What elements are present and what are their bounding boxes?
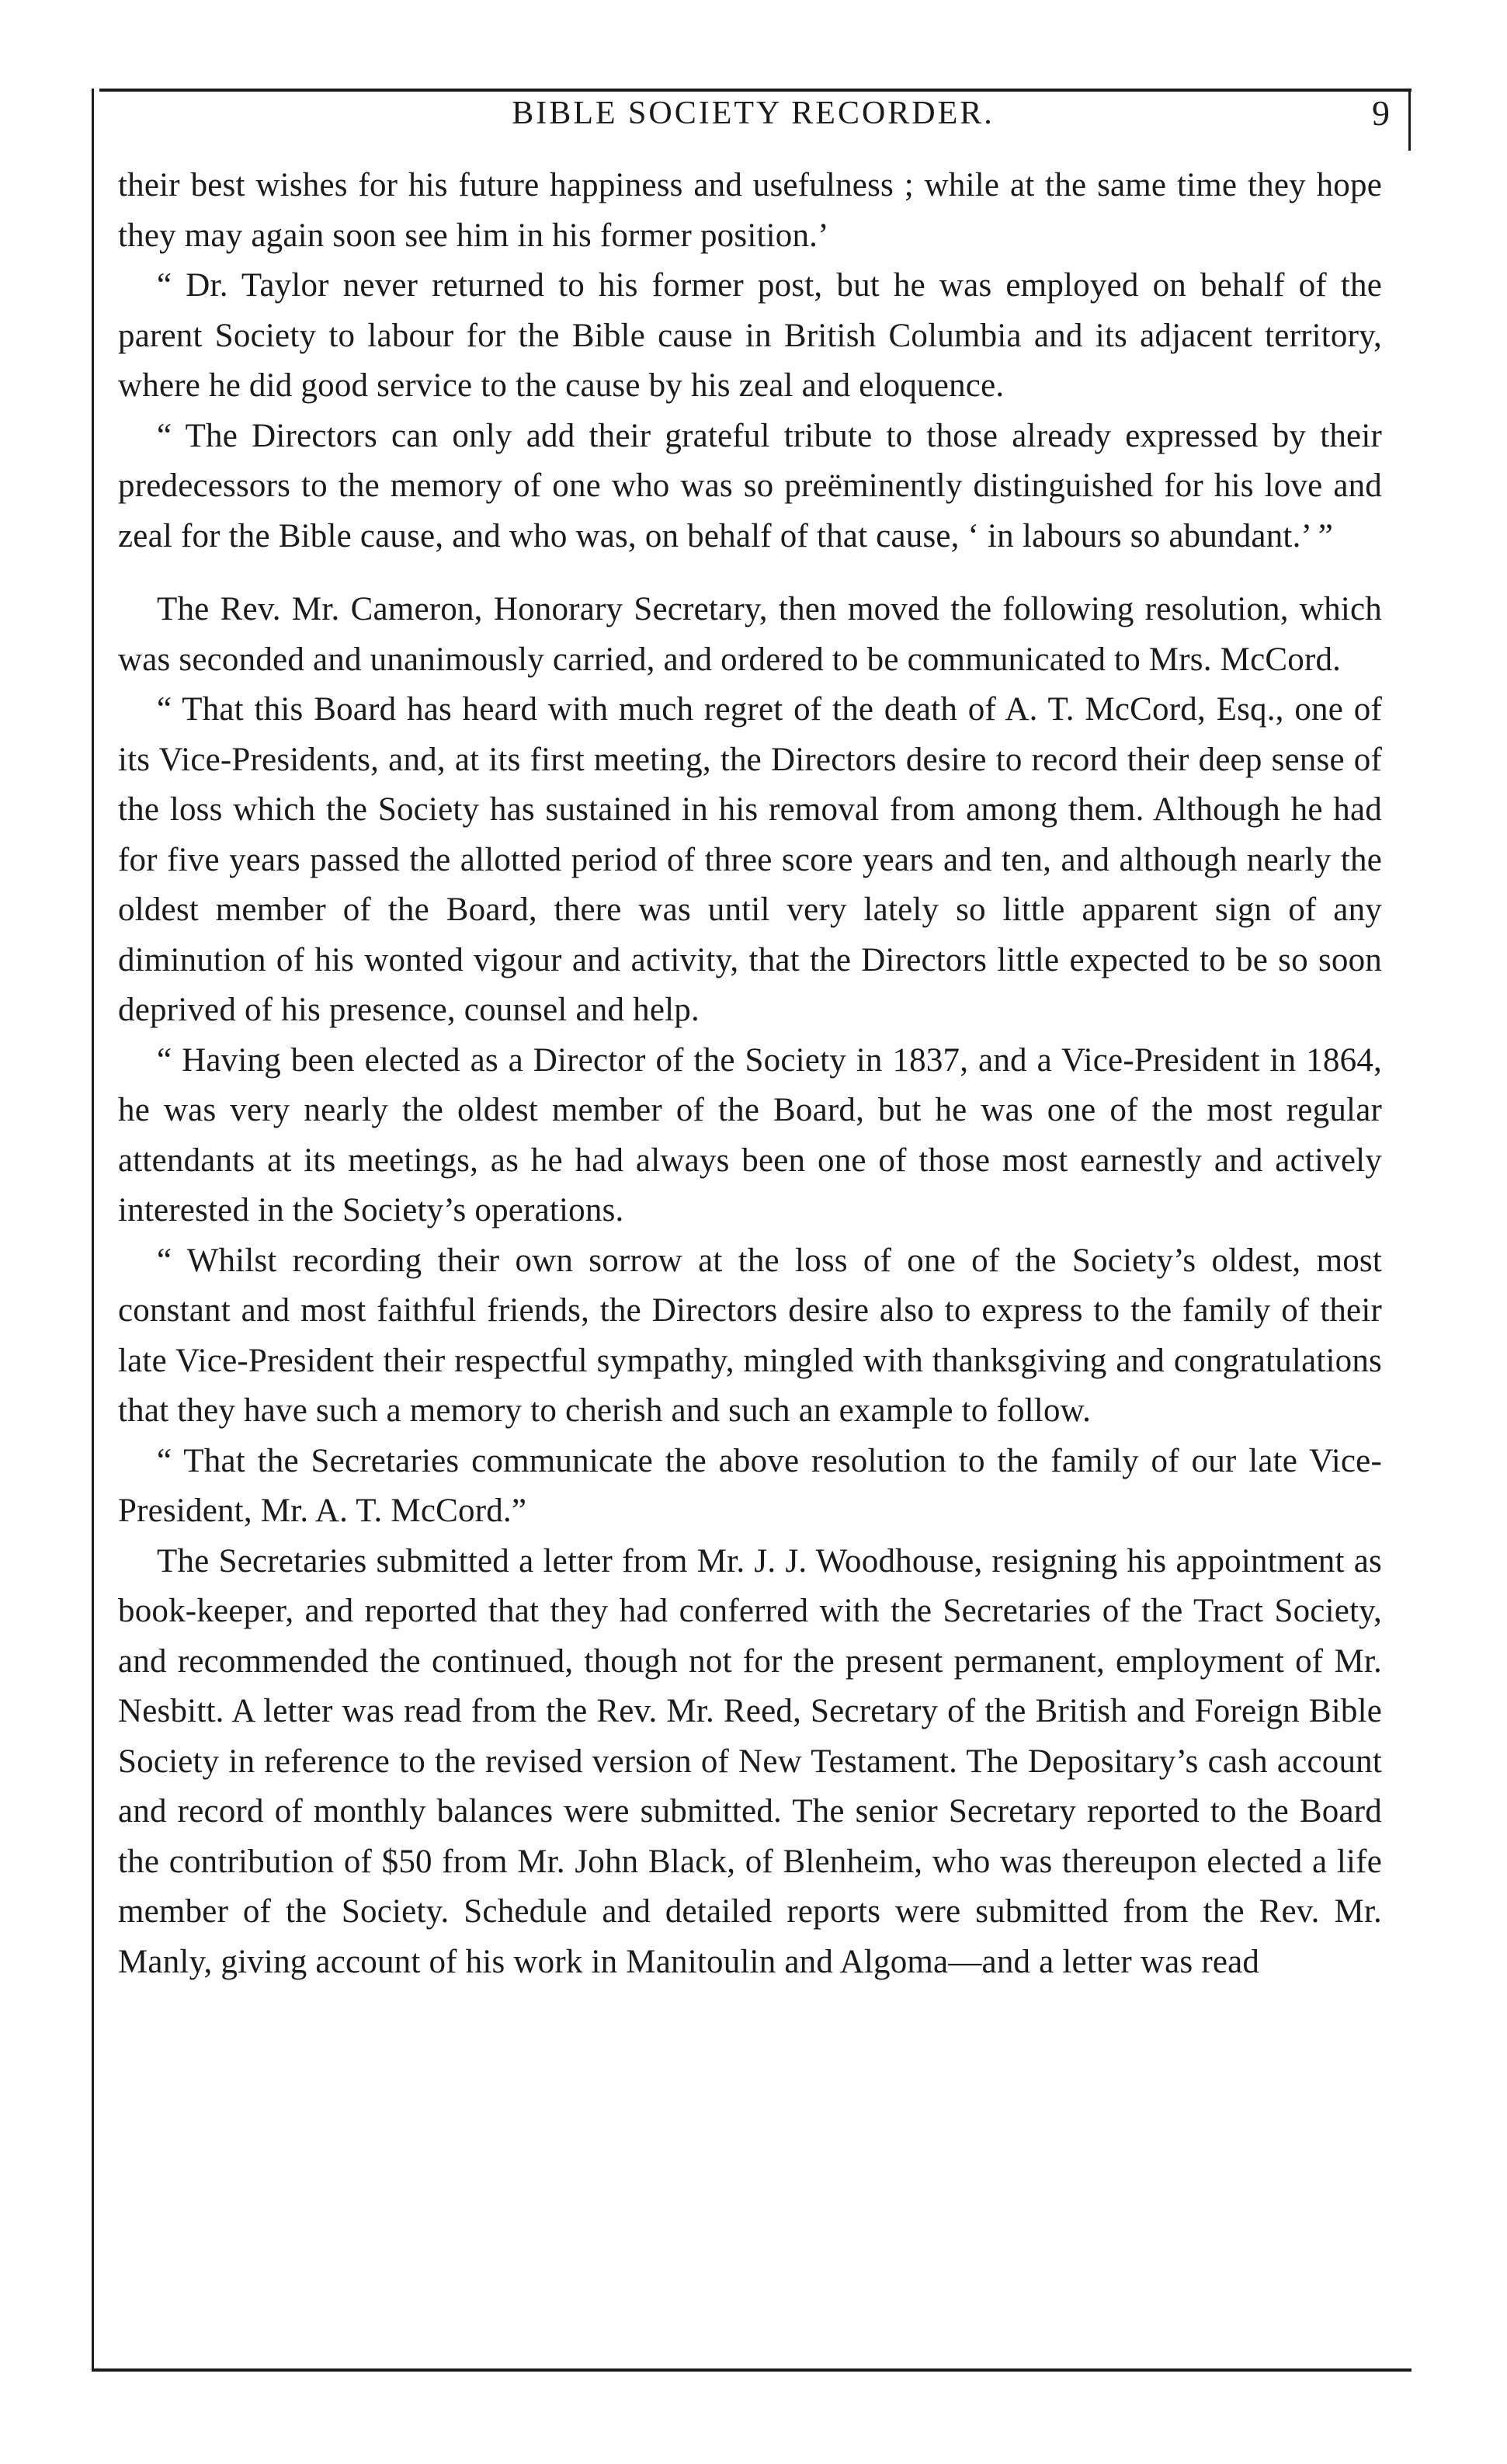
paragraph-sympathy: “ Whilst recording their own sorrow at the loss of one of the Society’s oldest, most constant and most faithful friends, the Directors desire also to express to the family of their late Vice-President their respectful sympathy, mingled with thanksgiving and congratulations that they have such a memory to cherish and such an example to follow. [118, 1242, 1382, 1429]
paragraph-woodhouse-letter: The Secretaries submitted a letter from Mr. J. J. Woodhouse, resigning his appointment as book-keeper, and reported that they had conferred with the Secretaries of the Tract Society, and recommended the continued, though not for the present permanent, employment of Mr. Nesbitt. A letter was read from the Rev. Mr. Reed, Secretary of the British and Foreign Bible Society in reference to the revised version of New Testament. The Depositary’s cash account and record of monthly balances were submitted. The senior Secretary reported to the Board the contribution of $50 from Mr. John Black, of Blenheim, who was thereupon elected a life member of the Society. Schedule and detailed reports were submitted from the Rev. Mr. Manly, giving account of his work in Manitoulin and Algoma—and a letter was read [118, 1542, 1382, 1980]
left-border-rule [92, 89, 94, 2372]
page-header [116, 90, 1390, 137]
page-number: 9 [1372, 93, 1390, 133]
running-head: BIBLE SOCIETY RECORDER. [512, 96, 995, 131]
paragraph-vice-president: “ Having been elected as a Director of the Society in 1837, and a Vice-President in 1864, he was very nearly the oldest member of the Board, but he was one of the most regular attendants at its meetings, as he had always been one of those most earnestly and actively interested in the Society’s operations. [118, 1041, 1382, 1229]
paragraph-continuation: their best wishes for his future happiness and usefulness ; while at the same time they hope they may again soon see him in his former position.’ [118, 167, 1382, 254]
paragraph-mccord-death: “ That this Board has heard with much regret of the death of A. T. McCord, Esq., one of its Vice-Presidents, and, at its first meeting, the Directors desire to record their deep sense of the loss which the Society has sustained in his removal from among them. Although he had for five years passed the allotted period of three score years and ten, and although nearly the oldest member of the Board, there was until very lately so little apparent sign of any diminution of his wonted vigour and activity, that the Directors little expected to be so soon deprived of his presence, counsel and help. [118, 691, 1382, 1028]
right-border-rule [1408, 89, 1411, 151]
article-body [118, 161, 1382, 1987]
paragraph-directors-tribute: “ The Directors can only add their grateful tribute to those already expressed by their predecessors to the memory of one who was so preëminently distinguished for his love and zeal for the Bible cause, and who was, on behalf of that cause, ‘ in labours so abundant.’ ” [118, 417, 1382, 554]
bottom-border-rule [92, 2368, 1412, 2372]
paragraph-dr-taylor: “ Dr. Taylor never returned to his former post, but he was employed on behalf of the parent Society to labour for the Bible cause in British Columbia and its adjacent territory, where he did good service to the cause by his zeal and eloquence. [118, 267, 1382, 404]
paragraph-secretaries-communicate: “ That the Secretaries communicate the above resolution to the family of our late Vice-President, Mr. A. T. McCord.” [118, 1442, 1382, 1529]
paragraph-cameron-resolution: The Rev. Mr. Cameron, Honorary Secretary, then moved the following resolution, which was seconded and unanimously carried, and ordered to be communicated to Mrs. McCord. [118, 591, 1382, 678]
